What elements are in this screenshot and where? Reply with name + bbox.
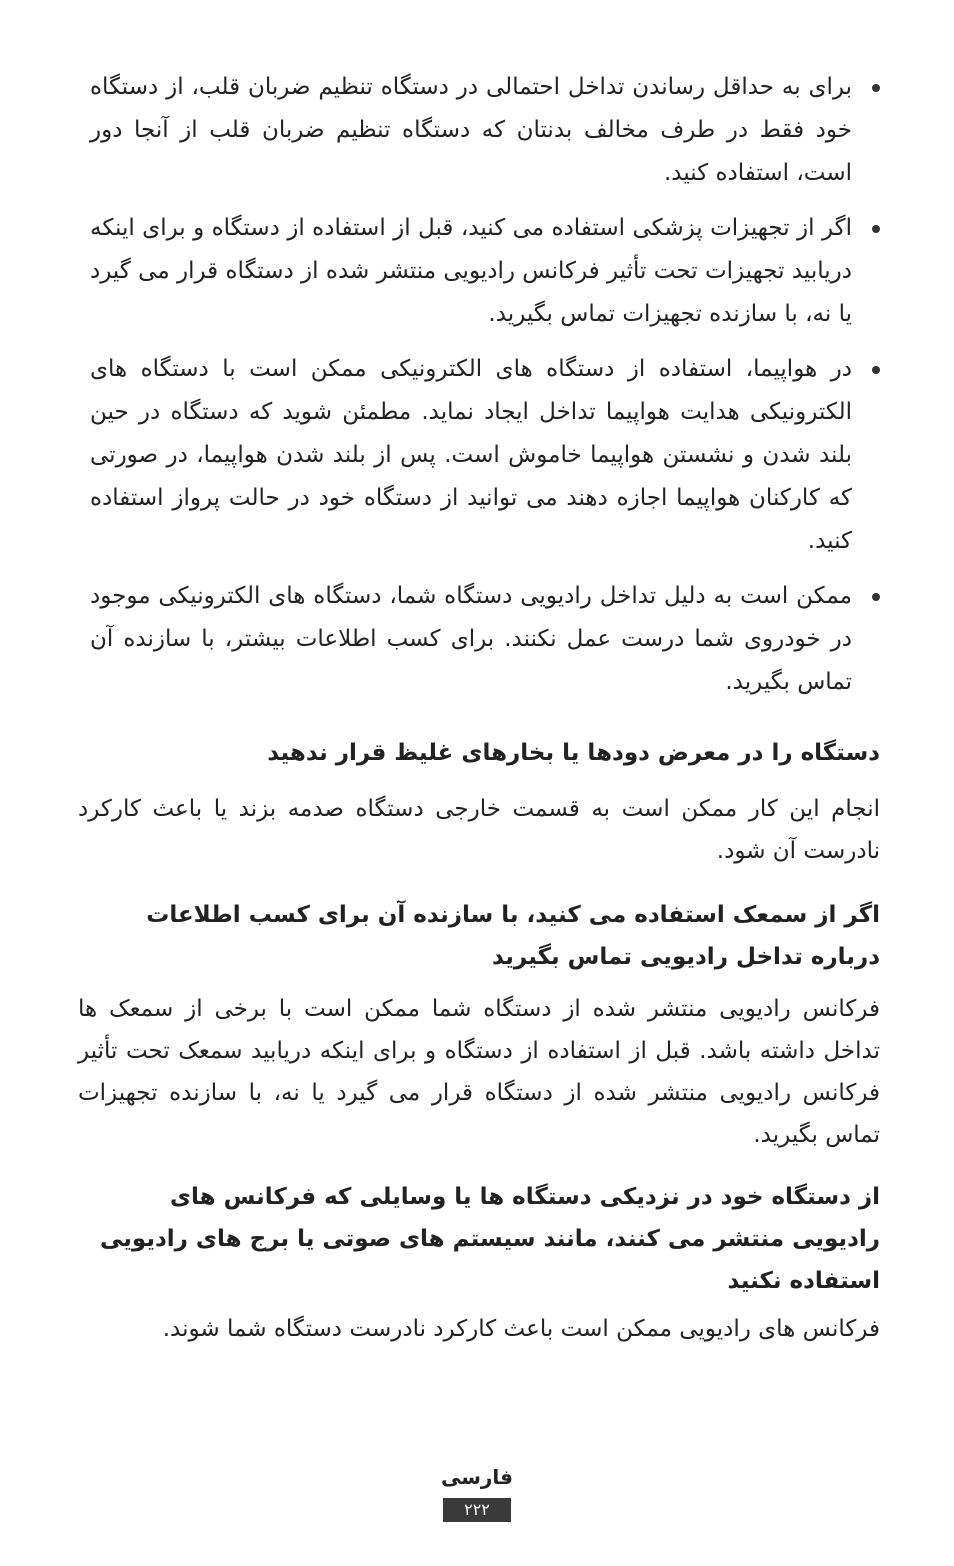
page-content [78,66,880,1350]
bullet-text: در هواپیما، استفاده از دستگاه های الکترونیکی ممکن است با دستگاه های الکترونیکی هدایت هواپیما تداخل ایجاد نماید. مطمئن شوید که دستگاه در حین بلند شدن و نشستن هواپیما خاموش است. پس از بلند شدن هواپیما، در صورتی که کارکنان هواپیما اجازه دهند می توانید از دستگاه خود در حالت پرواز استفاده کنید. [90,356,852,554]
section-body-fumes: انجام این کار ممکن است به قسمت خارجی دستگاه صدمه بزند یا باعث کارکرد نادرست آن شود. [78,796,880,864]
page-footer [0,1462,954,1522]
section-heading-radio-devices: از دستگاه خود در نزدیکی دستگاه ها یا وسایلی که فرکانس های رادیویی منتشر می کنند، مانند سیستم های صوتی یا برج های رادیویی استفاده نکنید [100,1184,880,1294]
list-item [78,66,880,195]
section-heading-fumes: دستگاه را در معرض دودها یا بخارهای غلیظ قرار ندهید [267,740,880,766]
list-item [78,207,880,336]
section-body-radio-devices: فرکانس های رادیویی ممکن است باعث کارکرد نادرست دستگاه شما شوند. [162,1316,880,1342]
section-body-hearing-aid: فرکانس رادیویی منتشر شده از دستگاه شما ممکن است با برخی از سمعک ها تداخل داشته باشد. قبل از استفاده از دستگاه و برای اینکه دریابید سمعک تحت تأثیر فرکانس رادیویی منتشر شده از دستگاه قرار می گیرد یا نه، با سازنده تجهیزات تماس بگیرید. [78,996,880,1148]
bullet-dot-icon [872,84,880,92]
bullet-dot-icon [872,225,880,233]
list-item [78,348,880,563]
bullet-text: ممکن است به دلیل تداخل رادیویی دستگاه شما، دستگاه های الکترونیکی موجود در خودروی شما درست عمل نکنند. برای کسب اطلاعات بیشتر، با سازنده آن تماس بگیرید. [90,583,852,695]
bullet-dot-icon [872,593,880,601]
bullet-text: برای به حداقل رساندن تداخل احتمالی در دستگاه تنظیم ضربان قلب، از دستگاه خود فقط در طرف مخالف بدنتان که دستگاه تنظیم ضربان قلب از آنجا دور است، استفاده کنید. [90,74,852,186]
list-item [78,575,880,704]
bullet-dot-icon [872,366,880,374]
bullet-text: اگر از تجهیزات پزشکی استفاده می کنید، قبل از استفاده از دستگاه و برای اینکه دریابید تجهیزات تحت تأثیر فرکانس رادیویی منتشر شده از دستگاه قرار می گیرد یا نه، با سازنده تجهیزات تماس بگیرید. [90,215,852,327]
section-heading-hearing-aid: اگر از سمعک استفاده می کنید، با سازنده آن برای کسب اطلاعات درباره تداخل رادیویی تماس بگیرید [146,902,880,970]
bullet-list [78,66,880,704]
page-number: ۲۲۲ [443,1498,511,1522]
footer-language: فارسی [440,1465,514,1489]
